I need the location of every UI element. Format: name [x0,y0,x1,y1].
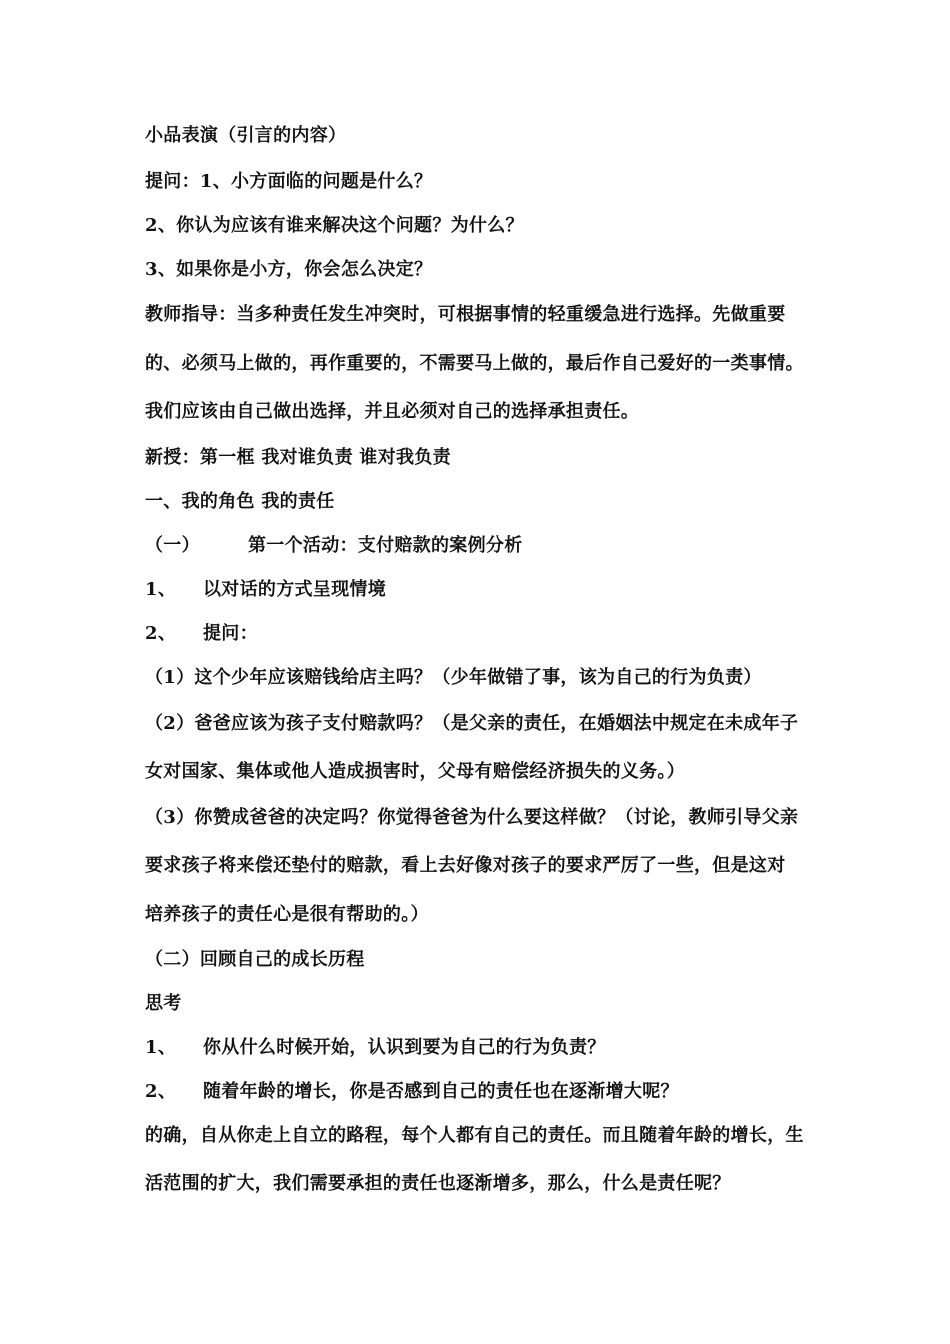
step-2 [145,622,258,646]
conclusion-line-2: 活范围的扩大，我们需要承担的责任也逐渐增多，那么，什么是责任呢？ [145,1173,731,1194]
think-question-2-text: 随着年龄的增长，你是否感到自己的责任也在逐渐增大呢？ [203,1081,679,1102]
step-1-number: 1、 [145,579,177,600]
think-question-2 [145,1080,679,1104]
question-1: 提问：1、小方面临的问题是什么？ [145,171,433,192]
case-question-3-line-2: 要求孩子将来偿还垫付的赔款，看上去好像对孩子的要求严厉了一些，但是这对 [145,855,786,876]
new-lesson-heading: 新授：第一框 我对谁负责 谁对我负责 [145,447,451,468]
teacher-guidance-line-2: 的、必须马上做的，再作重要的，不需要马上做的，最后作自己爱好的一类事情。 [145,353,804,374]
activity-1-title: 第一个活动：支付赔款的案例分析 [248,535,523,556]
think-question-2-number: 2、 [145,1081,177,1102]
think-question-1-number: 1、 [145,1037,177,1058]
step-1-text: 以对话的方式呈现情境 [203,579,386,600]
think-question-1-text: 你从什么时候开始，认识到要为自己的行为负责？ [203,1037,606,1058]
think-heading: 思考 [145,993,182,1014]
conclusion-line-1: 的确，自从你走上自立的路程，每个人都有自己的责任。而且随着年龄的增长，生 [145,1125,804,1146]
teacher-guidance-line-3: 我们应该由自己做出选择，并且必须对自己的选择承担责任。 [145,401,640,422]
step-1 [145,578,386,602]
case-question-3-line-1: （3）你赞成爸爸的决定吗？你觉得爸爸为什么要这样做？（讨论，教师引导父亲 [145,807,799,828]
case-question-2-line-2: 女对国家、集体或他人造成损害时，父母有赔偿经济损失的义务。） [145,761,685,782]
activity-2-heading: （二）回顾自己的成长历程 [145,949,365,970]
teacher-guidance-line-1: 教师指导：当多种责任发生冲突时，可根据事情的轻重缓急进行选择。先做重要 [145,304,786,325]
case-question-3-line-3: 培养孩子的责任心是很有帮助的。） [145,904,429,925]
question-3: 3、如果你是小方，你会怎么决定？ [145,259,433,280]
activity-1-marker: （一） [145,535,200,556]
question-2: 2、你认为应该有谁来解决这个问题？为什么？ [145,215,524,236]
skit-heading: 小品表演（引言的内容） [145,125,347,146]
case-question-2-line-1: （2）爸爸应该为孩子支付赔款吗？（是父亲的责任，在婚姻法中规定在未成年子 [145,713,799,734]
activity-1-heading [145,534,523,558]
step-2-text: 提问： [203,623,258,644]
think-question-1 [145,1036,606,1060]
case-question-1: （1）这个少年应该赔钱给店主吗？（少年做错了事，该为自己的行为负责） [145,667,762,688]
section-heading-roles: 一、我的角色 我的责任 [145,491,335,512]
step-2-number: 2、 [145,623,177,644]
